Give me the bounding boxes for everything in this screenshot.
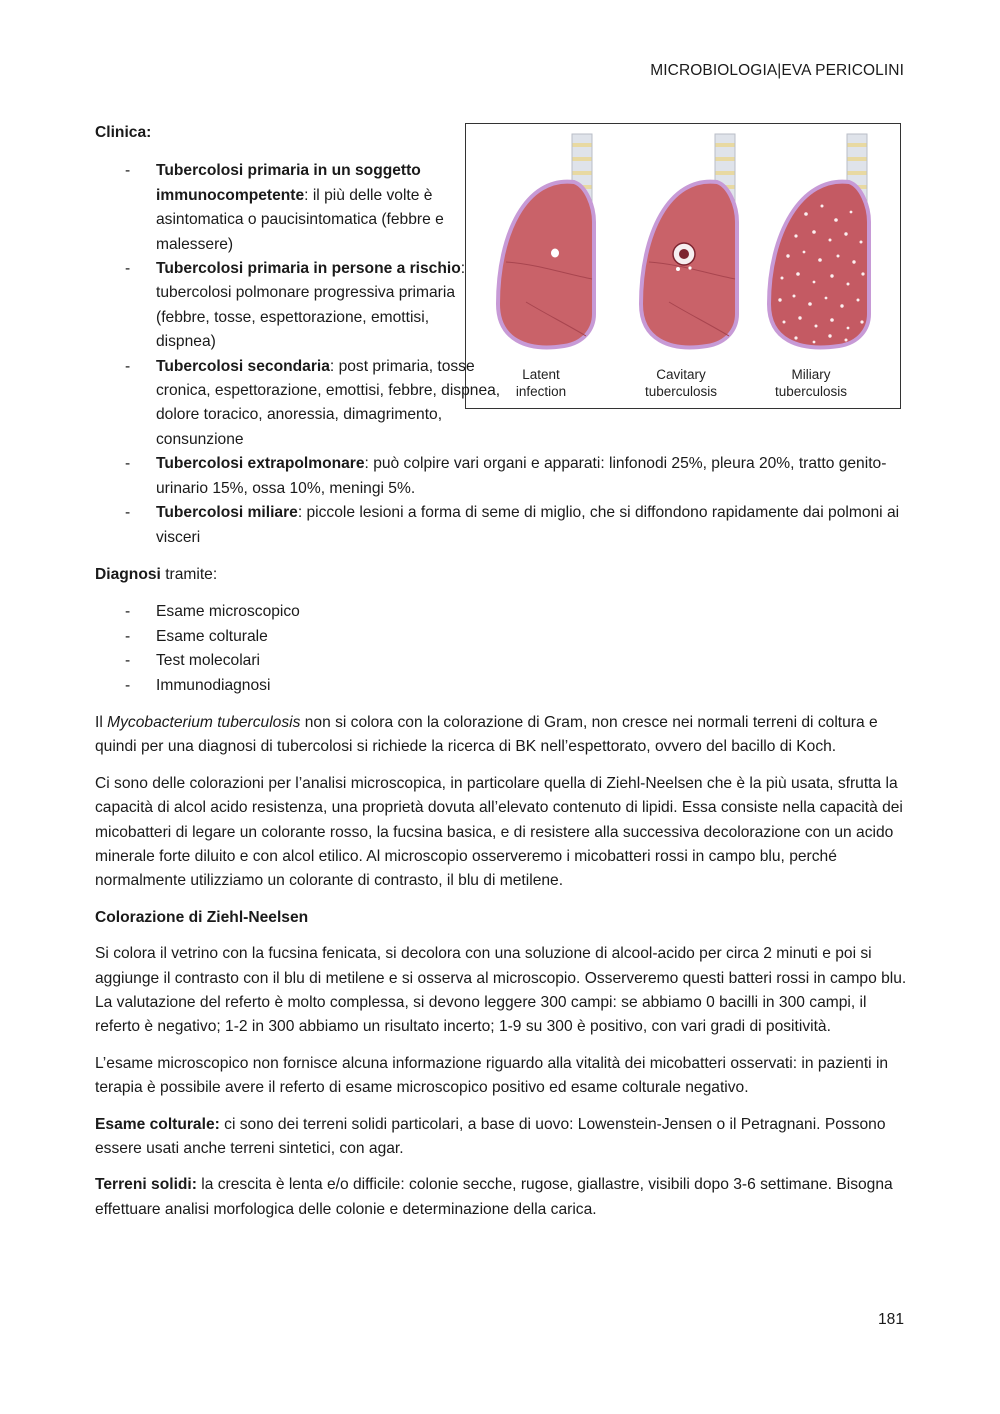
figure-label-miliary: Miliary tuberculosis bbox=[774, 367, 848, 399]
list-item: - Esame microscopico bbox=[95, 600, 907, 624]
list-item: - Tubercolosi secondaria: post primaria, tosse cronica, espettorazione, emottisi, febbre, dispnea, dolore toracico, anoressia, dimagrimento, consunzione bbox=[95, 355, 907, 453]
list-item: - Tubercolosi primaria in un soggetto immunocompetente: il più delle volte è asintomatica o paucisintomatica (febbre e malessere) bbox=[95, 159, 907, 257]
list-item: - Tubercolosi miliare: piccole lesioni a forma di seme di miglio, che si diffondono rapidamente dai polmoni ai visceri bbox=[95, 501, 907, 550]
clinica-heading: Clinica: bbox=[95, 124, 152, 141]
paragraph-esame-microscopico: L’esame microscopico non fornisce alcuna informazione riguardo alla vitalità dei micobatteri osservati: in pazienti in terapia è possibile avere il referto di esame microscopico positivo ed esame colturale negativo. bbox=[95, 1054, 889, 1097]
running-header: MICROBIOLOGIA|EVA PERICOLINI bbox=[650, 62, 904, 79]
page-body bbox=[95, 121, 907, 1222]
paragraph-mycobacterium: Il Mycobacterium tuberculosis non si colora con la colorazione di Gram, non cresce nei normali terreni di coltura e quindi per una diagnosi di tubercolosi si richiede la ricerca di BK nell’espettorato, ovvero del bacillo di Koch. bbox=[95, 713, 878, 756]
list-item: - Tubercolosi primaria in persone a rischio: tubercolosi polmonare progressiva primaria (febbre, tosse, espettorazione, emottisi, dispnea) bbox=[95, 257, 907, 355]
page-number: 181 bbox=[877, 1311, 904, 1328]
paragraph-esame-colturale: Esame colturale: ci sono dei terreni solidi particolari, a base di uovo: Lowenstein-Jensen o il Petragnani. Possono essere usati anche terreni sintetici, con agar. bbox=[95, 1115, 886, 1158]
paragraph-terreni-solidi: Terreni solidi: la crescita è lenta e/o difficile: colonie secche, rugose, giallastre, visibili dopo 3-6 settimane. Bisogna effettuare analisi morfologica delle colonie e determinazione della carica. bbox=[95, 1176, 893, 1218]
list-item: - Immunodiagnosi bbox=[95, 674, 907, 698]
paragraph-colorazioni: Ci sono delle colorazioni per l’analisi microscopica, in particolare quella di Ziehl-Neelsen che è la più usata, sfrutta la capacità di alcol acido resistenza, una proprietà dovuta all’elevato contenuto di lipidi. Essa consiste nella capacità dei micobatteri di legare un colorante rosso, la fucsina basica, e di resistere alla successiva decolorazione con un acido minerale forte diluito e con alcol etilico. Al microscopio osserveremo i micobatteri rossi in campo blu, perché normalmente utilizziamo un colorante di contrasto, il blu di metilene. bbox=[95, 774, 903, 890]
list-item: - Test molecolari bbox=[95, 649, 907, 673]
diagnosi-intro: Diagnosi tramite: bbox=[95, 565, 218, 583]
figure-label-cavitary: Cavitary tuberculosis bbox=[644, 367, 718, 399]
paragraph-ziehl: Si colora il vetrino con la fucsina fenicata, si decolora con una soluzione di alcool-acido per circa 2 minuti e poi si aggiunge il contrasto con il blu di metilene e si osserva al microscopio. Osserveremo questi batteri rossi in campo blu. La valutazione del referto è molto complessa, si devono leggere 300 campi: se abbiamo 0 bacilli in 300 campi, il referto è negativo; 1-2 in 300 abbiamo un risultato incerto; 1-9 su 300 è positivo, con vari gradi di positività. bbox=[95, 945, 907, 1036]
figure-label-latent: Latent infection bbox=[515, 367, 567, 399]
diagnosi-list bbox=[95, 600, 907, 698]
list-item: - Esame colturale bbox=[95, 625, 907, 649]
clinica-list bbox=[95, 159, 907, 550]
ziehl-heading: Colorazione di Ziehl-Neelsen bbox=[95, 908, 309, 926]
list-item: - Tubercolosi extrapolmonare: può colpire vari organi e apparati: linfonodi 25%, pleura 20%, tratto genito-urinario 15%, ossa 10%, meningi 5%. bbox=[95, 452, 907, 501]
